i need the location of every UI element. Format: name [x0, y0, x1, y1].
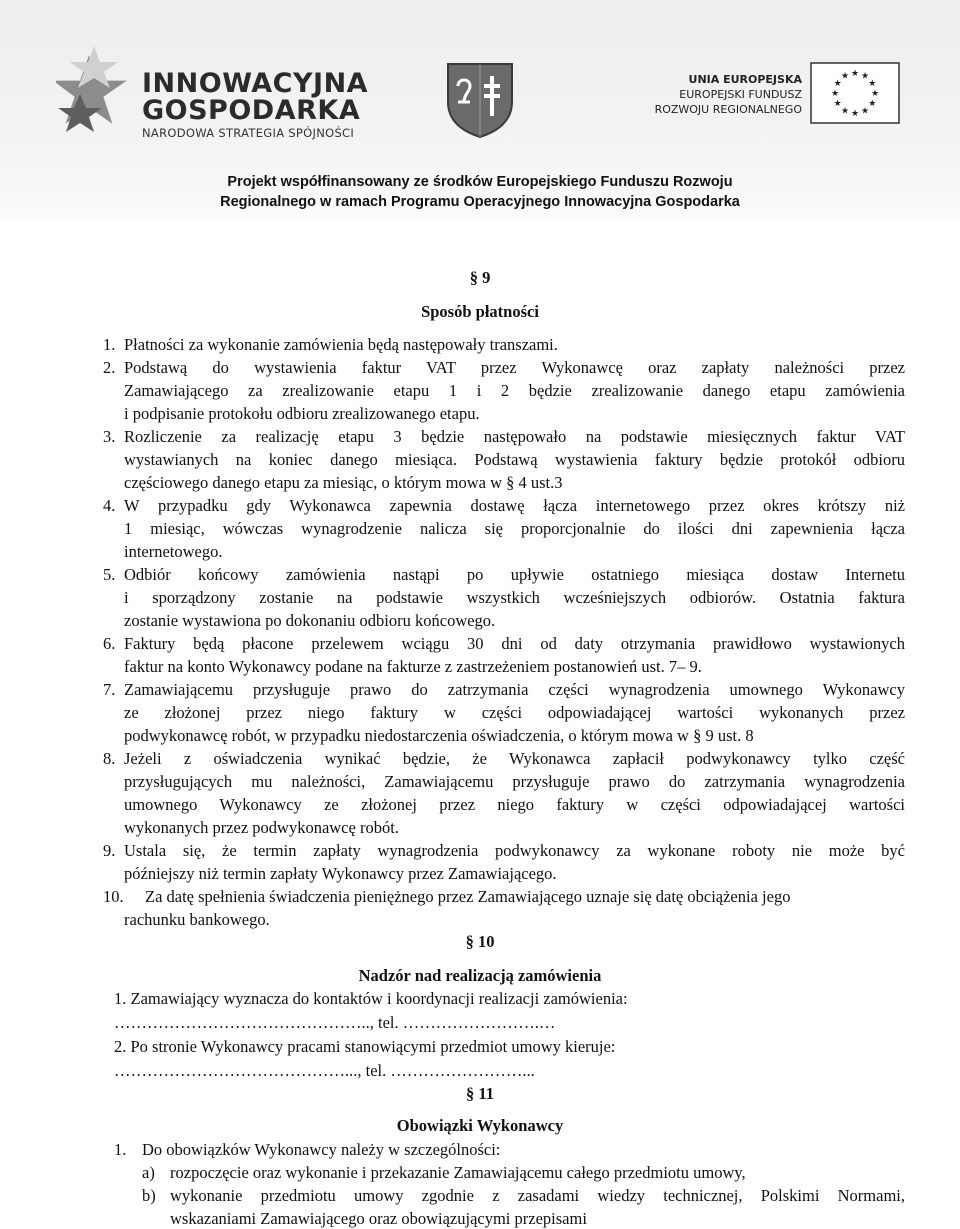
item-number: 1.: [114, 1140, 127, 1159]
eu-star-icon: ★: [870, 89, 880, 99]
project-line-1: Projekt współfinansowany ze środków Europejskiego Funduszu Rozwoju: [227, 174, 733, 190]
item-text: Faktury będą płacone przelewem wciągu 30 dni od daty otrzymania prawidłowo wystawionych: [124, 634, 905, 653]
item-text: wystawianych na koniec danego miesiąca. Podstawą wystawienia faktury będzie protokół odbioru: [124, 450, 905, 469]
item-text: wykonanych przez podwykonawcę robót.: [124, 818, 399, 837]
section-9-number: § 9: [469, 268, 491, 287]
eu-line-1: UNIA EUROPEJSKA: [688, 73, 802, 86]
item-text: faktur na konto Wykonawcy podane na fakturze z zastrzeżeniem postanowień ust. 7– 9.: [124, 657, 702, 676]
contact-line: 1. Zamawiający wyznacza do kontaktów i koordynacji realizacji zamówienia:: [114, 989, 628, 1008]
item-text: W przypadku gdy Wykonawca zapewnia dostawę łącza internetowego przez okres krótszy niż: [124, 496, 905, 515]
eu-star-icon: ★: [868, 99, 877, 109]
item-number: 8.: [103, 749, 116, 768]
eu-line-2: EUROPEJSKI FUNDUSZ: [679, 88, 802, 101]
subitem-letter: a): [142, 1163, 155, 1182]
contact-fill-line: ……………………………………….., tel. …………………….…: [114, 1013, 556, 1032]
item-text: późniejszy niż termin zapłaty Wykonawcy przez Zamawiającego.: [124, 864, 557, 883]
subitem-text: wskazaniami Zamawiającego oraz obowiązującymi przepisami: [170, 1209, 587, 1228]
subitem-text: wykonanie przedmiotu umowy zgodnie z zasadami wiedzy technicznej, Polskimi Normami,: [170, 1186, 905, 1205]
item-text: Płatności za wykonanie zamówienia będą następowały transzami.: [124, 335, 558, 354]
section-11-number: § 11: [466, 1084, 494, 1103]
eu-star-icon: ★: [860, 71, 870, 82]
logo-line-1: INNOWACYJNA: [142, 68, 369, 99]
section-10-title: Nadzór nad realizacją zamówienia: [358, 966, 602, 985]
eu-star-icon: ★: [840, 71, 850, 82]
section-11-title: Obowiązki Wykonawcy: [396, 1116, 564, 1135]
eu-star-icon: ★: [850, 109, 860, 119]
item-number: 9.: [103, 841, 116, 860]
item-text: zostanie wystawiona po dokonaniu odbioru końcowego.: [124, 611, 496, 630]
item-text: Jeżeli z oświadczenia wynikać będzie, że Wykonawca zapłacił podwykonawcy tylko część: [124, 749, 905, 768]
item-text: Zamawiającemu przysługuje prawo do zatrzymania części wynagrodzenia umownego Wykonawcy: [124, 680, 905, 699]
item-number: 4.: [103, 496, 116, 515]
item-number: 10.: [103, 887, 124, 906]
section-10-number: § 10: [465, 932, 495, 951]
logo-subtitle: NARODOWA STRATEGIA SPÓJNOŚCI: [142, 126, 355, 140]
eu-line-3: ROZWOJU REGIONALNEGO: [654, 103, 802, 116]
item-number: 5.: [103, 565, 116, 584]
subitem-text: rozpoczęcie oraz wykonanie i przekazanie Zamawiającemu całego przedmiotu umowy,: [170, 1163, 746, 1182]
eu-star-icon: ★: [850, 69, 860, 79]
item-number: 3.: [103, 427, 116, 446]
logo-line-2: GOSPODARKA: [142, 95, 361, 126]
item-text: Podstawą do wystawienia faktur VAT przez Wykonawcę oraz zapłaty należności przez: [124, 358, 905, 377]
eu-star-icon: ★: [833, 79, 842, 89]
eu-star-icon: ★: [830, 89, 840, 99]
item-text: częściowego danego etapu za miesiąc, o którym mowa w § 4 ust.3: [124, 473, 563, 492]
subitem-letter: b): [142, 1186, 156, 1205]
item-number: 1.: [103, 335, 116, 354]
item-number: 2.: [103, 358, 116, 377]
eu-star-icon: ★: [860, 106, 870, 117]
item-text: internetowego.: [124, 542, 223, 561]
project-line-2: Regionalnego w ramach Programu Operacyjnego Innowacyjna Gospodarka: [220, 194, 740, 210]
item-text: Odbiór końcowy zamówienia nastąpi po upływie ostatniego miesiąca dostaw Internetu: [124, 565, 905, 584]
item-number: 6.: [103, 634, 116, 653]
item-text: 1 miesiąc, wówczas wynagrodzenie nalicza się proporcjonalnie do ilości dni zapewnienia łącza: [124, 519, 905, 538]
item-text: umownego Wykonawcy ze złożonej przez niego faktury w części odpowiadającej wartości: [124, 795, 905, 814]
eu-star-icon: ★: [833, 99, 842, 109]
item-text: przysługujących mu należności, Zamawiającemu przysługuje prawo do zatrzymania wynagrodzenia: [124, 772, 905, 791]
contact-line: 2. Po stronie Wykonawcy pracami stanowiącymi przedmiot umowy kieruje:: [114, 1037, 616, 1056]
item-text: Zamawiającego za zrealizowanie etapu 1 i 2 będzie zrealizowanie danego etapu zamówienia: [124, 381, 905, 400]
section-9-title: Sposób płatności: [421, 302, 539, 321]
item-text: i podpisanie protokołu odbioru zrealizowanego etapu.: [124, 404, 480, 423]
item-number: 7.: [103, 680, 116, 699]
item-text: Do obowiązków Wykonawcy należy w szczególności:: [142, 1140, 501, 1159]
eu-star-icon: ★: [868, 79, 877, 89]
item-text: Ustala się, że termin zapłaty wynagrodzenia podwykonawcy za wykonane roboty nie może być: [124, 841, 905, 860]
contact-fill-line: ……………………………………..., tel. ……………………...: [114, 1061, 535, 1080]
item-text: podwykonawcę robót, w przypadku niedostarczenia oświadczenia, o którym mowa w § 9 ust. 8: [124, 726, 754, 745]
item-text: i sporządzony zostanie na podstawie wszystkich wcześniejszych odbiorów. Ostatnia faktura: [124, 588, 905, 607]
item-text: Za datę spełnienia świadczenia pieniężnego przez Zamawiającego uznaje się datę obciążenia jego: [145, 887, 791, 906]
item-text: rachunku bankowego.: [124, 910, 270, 929]
eu-star-icon: ★: [840, 106, 850, 117]
item-text: Rozliczenie za realizację etapu 3 będzie następowało na podstawie miesięcznych faktur VAT: [124, 427, 905, 446]
item-text: ze złożonej przez niego faktury w części odpowiadającej wartości wykonanych przez: [124, 703, 905, 722]
